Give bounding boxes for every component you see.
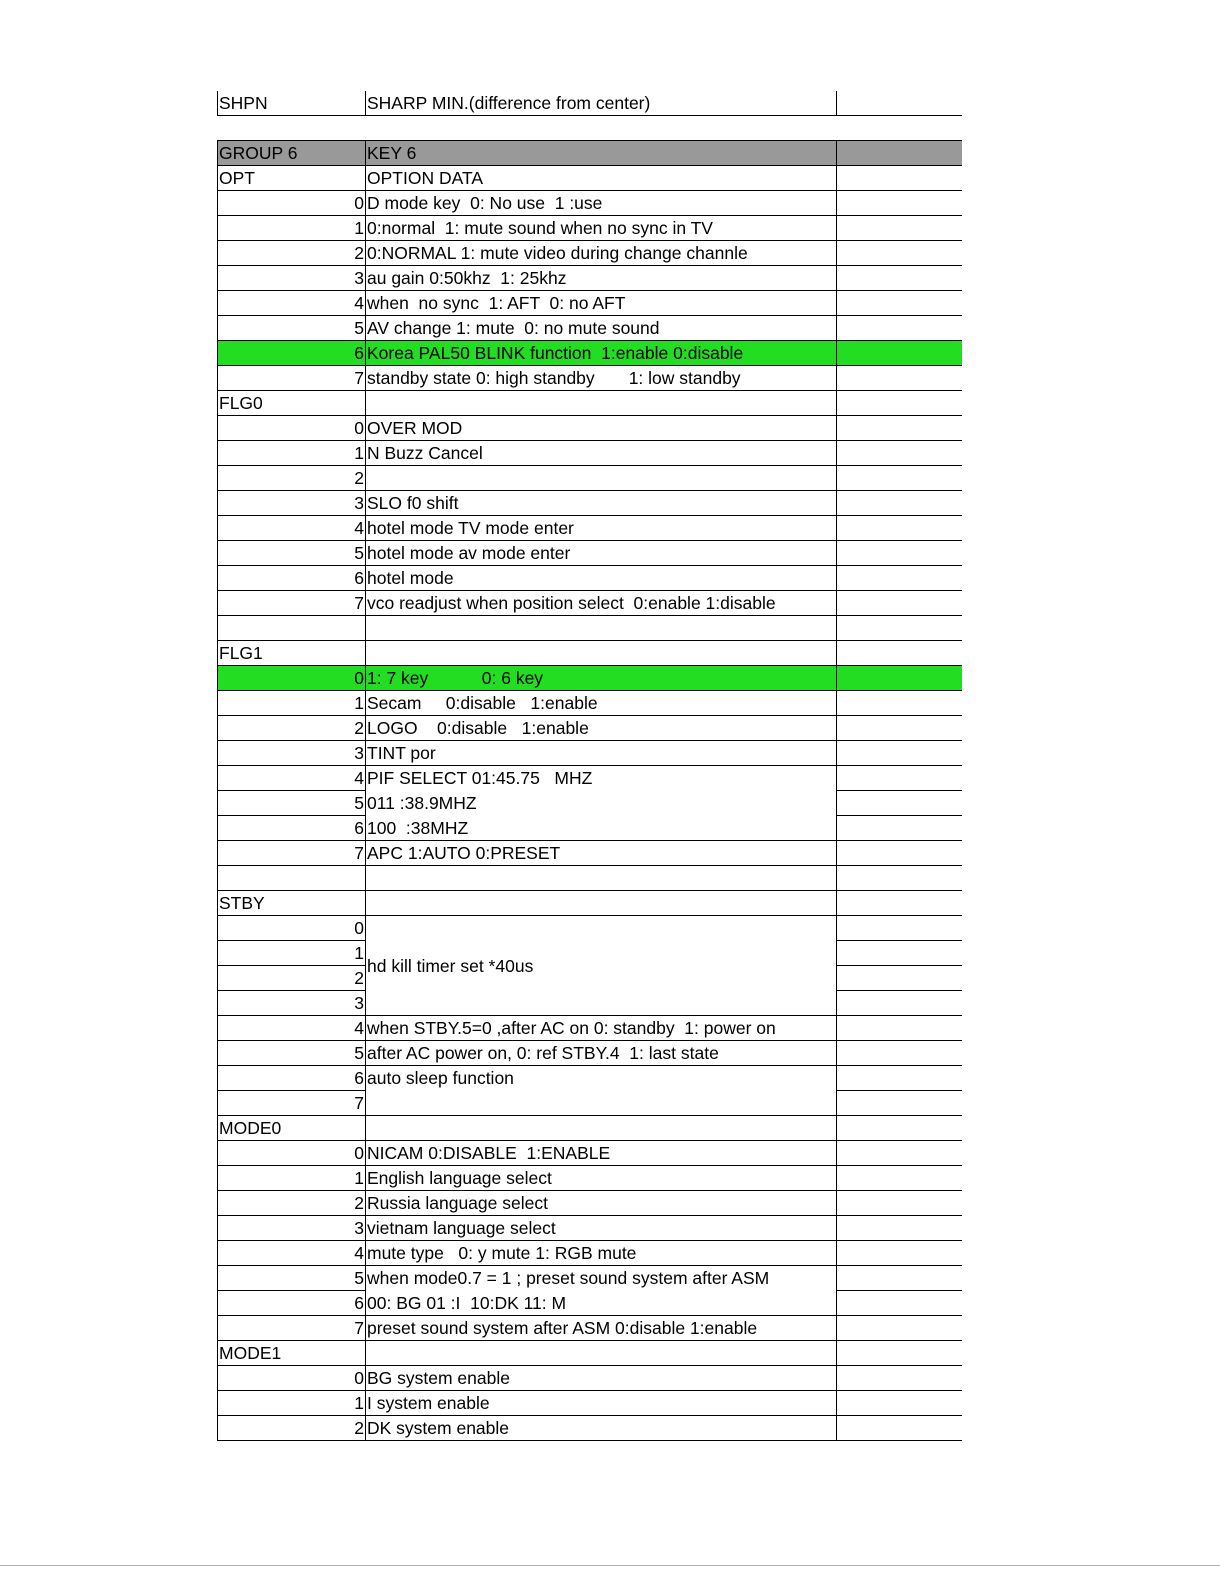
bit-number: 1	[218, 216, 366, 241]
table-row	[218, 216, 962, 241]
bit-desc: Secam 0:disable 1:enable	[366, 691, 837, 716]
bit-number: 7	[218, 591, 366, 616]
table-row	[218, 491, 962, 516]
bit-desc: after AC power on, 0: ref STBY.4 1: last state	[366, 1041, 837, 1066]
table-row	[218, 566, 962, 591]
empty-row	[218, 866, 962, 891]
bit-desc: hotel mode	[366, 566, 837, 591]
bit-number: 5	[218, 791, 366, 816]
bit-desc: AV change 1: mute 0: no mute sound	[366, 316, 837, 341]
table-row	[218, 591, 962, 616]
bit-desc: au gain 0:50khz 1: 25khz	[366, 266, 837, 291]
bit-desc: vietnam language select	[366, 1216, 837, 1241]
table-row	[218, 716, 962, 741]
bit-desc: hotel mode TV mode enter	[366, 516, 837, 541]
bit-desc: TINT por	[366, 741, 837, 766]
bit-number: 6	[218, 341, 366, 366]
bit-desc: standby state 0: high standby 1: low standby	[366, 366, 837, 391]
table-row	[218, 816, 962, 841]
table-row	[218, 1416, 962, 1441]
bit-number: 0	[218, 191, 366, 216]
table-row	[218, 741, 962, 766]
table-row-flg1	[218, 641, 962, 666]
bit-desc: DK system enable	[366, 1416, 837, 1441]
table-row	[218, 1391, 962, 1416]
bit-number: 3	[218, 741, 366, 766]
bit-number: 5	[218, 316, 366, 341]
highlighted-row	[218, 341, 962, 366]
bit-desc: when mode0.7 = 1 ; preset sound system after ASM	[366, 1266, 837, 1291]
table-row	[218, 266, 962, 291]
bit-desc: when STBY.5=0 ,after AC on 0: standby 1: power on	[366, 1016, 837, 1041]
register-desc: SHARP MIN.(difference from center)	[366, 91, 837, 116]
bit-number: 0	[218, 1366, 366, 1391]
table-row	[218, 516, 962, 541]
table-row	[218, 416, 962, 441]
table-row	[218, 1066, 962, 1091]
highlighted-row	[218, 666, 962, 691]
bit-desc: APC 1:AUTO 0:PRESET	[366, 841, 837, 866]
bit-number: 2	[218, 1191, 366, 1216]
bit-number: 1	[218, 441, 366, 466]
bit-number: 3	[218, 1216, 366, 1241]
bit-number: 3	[218, 491, 366, 516]
table-row	[218, 291, 962, 316]
bit-number: 7	[218, 841, 366, 866]
group-name: GROUP 6	[218, 141, 366, 166]
group-header-row	[218, 141, 962, 166]
bit-desc: SLO f0 shift	[366, 491, 837, 516]
bit-desc: 100 :38MHZ	[366, 816, 837, 841]
bit-desc	[366, 466, 837, 491]
bit-number: 1	[218, 691, 366, 716]
register-name: MODE0	[218, 1116, 366, 1141]
table-row-mode1	[218, 1341, 962, 1366]
table-row-flg0	[218, 391, 962, 416]
bit-number: 5	[218, 541, 366, 566]
merged-bit-desc: hd kill timer set *40us	[366, 916, 837, 1016]
bit-desc: Russia language select	[366, 1191, 837, 1216]
bit-number: 4	[218, 516, 366, 541]
bit-desc	[366, 1091, 837, 1116]
bit-desc: LOGO 0:disable 1:enable	[366, 716, 837, 741]
table-row	[218, 766, 962, 791]
bit-number: 1	[218, 941, 366, 966]
table-row	[218, 191, 962, 216]
table-row	[218, 1316, 962, 1341]
table-row	[218, 916, 962, 941]
bit-number: 1	[218, 1166, 366, 1191]
table-row	[218, 1141, 962, 1166]
register-table	[217, 91, 962, 1441]
bit-number: 4	[218, 1241, 366, 1266]
table-row	[218, 1166, 962, 1191]
bit-number: 7	[218, 366, 366, 391]
empty-cell	[837, 141, 962, 166]
bit-desc: NICAM 0:DISABLE 1:ENABLE	[366, 1141, 837, 1166]
bit-number: 1	[218, 1391, 366, 1416]
table-row	[218, 841, 962, 866]
bit-desc: 1: 7 key 0: 6 key	[366, 666, 837, 691]
group-key: KEY 6	[366, 141, 837, 166]
bit-number: 4	[218, 291, 366, 316]
bit-number: 4	[218, 1016, 366, 1041]
spreadsheet	[217, 91, 961, 1441]
table-row	[218, 1266, 962, 1291]
bit-desc: hotel mode av mode enter	[366, 541, 837, 566]
empty-row	[218, 616, 962, 641]
bit-desc: English language select	[366, 1166, 837, 1191]
bit-number: 0	[218, 416, 366, 441]
bit-desc: N Buzz Cancel	[366, 441, 837, 466]
bit-number: 6	[218, 816, 366, 841]
bit-number: 5	[218, 1266, 366, 1291]
bit-desc: preset sound system after ASM 0:disable 1:enable	[366, 1316, 837, 1341]
bit-desc: 0:normal 1: mute sound when no sync in TV	[366, 216, 837, 241]
register-desc: OPTION DATA	[366, 166, 837, 191]
register-name: STBY	[218, 891, 366, 916]
bit-number: 3	[218, 991, 366, 1016]
bit-desc: Korea PAL50 BLINK function 1:enable 0:disable	[366, 341, 837, 366]
bit-desc: 011 :38.9MHZ	[366, 791, 837, 816]
page-separator	[0, 1565, 1220, 1566]
bit-desc: vco readjust when position select 0:enable 1:disable	[366, 591, 837, 616]
bit-number: 7	[218, 1091, 366, 1116]
table-row	[218, 541, 962, 566]
bit-number: 2	[218, 466, 366, 491]
bit-number: 7	[218, 1316, 366, 1341]
register-name: FLG0	[218, 391, 366, 416]
table-row-stby	[218, 891, 962, 916]
empty-cell	[837, 91, 962, 116]
bit-number: 0	[218, 666, 366, 691]
table-row	[218, 316, 962, 341]
table-row	[218, 1366, 962, 1391]
table-row	[218, 1016, 962, 1041]
table-row	[218, 441, 962, 466]
bit-number: 0	[218, 916, 366, 941]
bit-number: 2	[218, 1416, 366, 1441]
bit-number: 2	[218, 241, 366, 266]
table-row-mode0	[218, 1116, 962, 1141]
table-row	[218, 1241, 962, 1266]
bit-desc: D mode key 0: No use 1 :use	[366, 191, 837, 216]
bit-desc: I system enable	[366, 1391, 837, 1416]
table-row	[218, 466, 962, 491]
bit-number: 6	[218, 566, 366, 591]
table-row	[218, 241, 962, 266]
table-row	[218, 691, 962, 716]
spacer-row	[218, 116, 962, 141]
table-row	[218, 1041, 962, 1066]
table-row	[218, 366, 962, 391]
table-row	[218, 1191, 962, 1216]
table-row-opt	[218, 166, 962, 191]
bit-desc: auto sleep function	[366, 1066, 837, 1091]
bit-number: 6	[218, 1291, 366, 1316]
bit-number: 3	[218, 266, 366, 291]
bit-desc: mute type 0: y mute 1: RGB mute	[366, 1241, 837, 1266]
bit-number: 6	[218, 1066, 366, 1091]
bit-desc: PIF SELECT 01:45.75 MHZ	[366, 766, 837, 791]
bit-desc: when no sync 1: AFT 0: no AFT	[366, 291, 837, 316]
table-row-shpn	[218, 91, 962, 116]
table-row	[218, 791, 962, 816]
table-row	[218, 1216, 962, 1241]
bit-desc: 0:NORMAL 1: mute video during change channle	[366, 241, 837, 266]
register-name: SHPN	[218, 91, 366, 116]
bit-desc: BG system enable	[366, 1366, 837, 1391]
bit-number: 2	[218, 966, 366, 991]
register-name: FLG1	[218, 641, 366, 666]
bit-number: 5	[218, 1041, 366, 1066]
table-row	[218, 1091, 962, 1116]
bit-desc: OVER MOD	[366, 416, 837, 441]
bit-number: 0	[218, 1141, 366, 1166]
table-row	[218, 1291, 962, 1316]
bit-number: 4	[218, 766, 366, 791]
bit-number: 2	[218, 716, 366, 741]
bit-desc: 00: BG 01 :I 10:DK 11: M	[366, 1291, 837, 1316]
register-name: MODE1	[218, 1341, 366, 1366]
register-name: OPT	[218, 166, 366, 191]
